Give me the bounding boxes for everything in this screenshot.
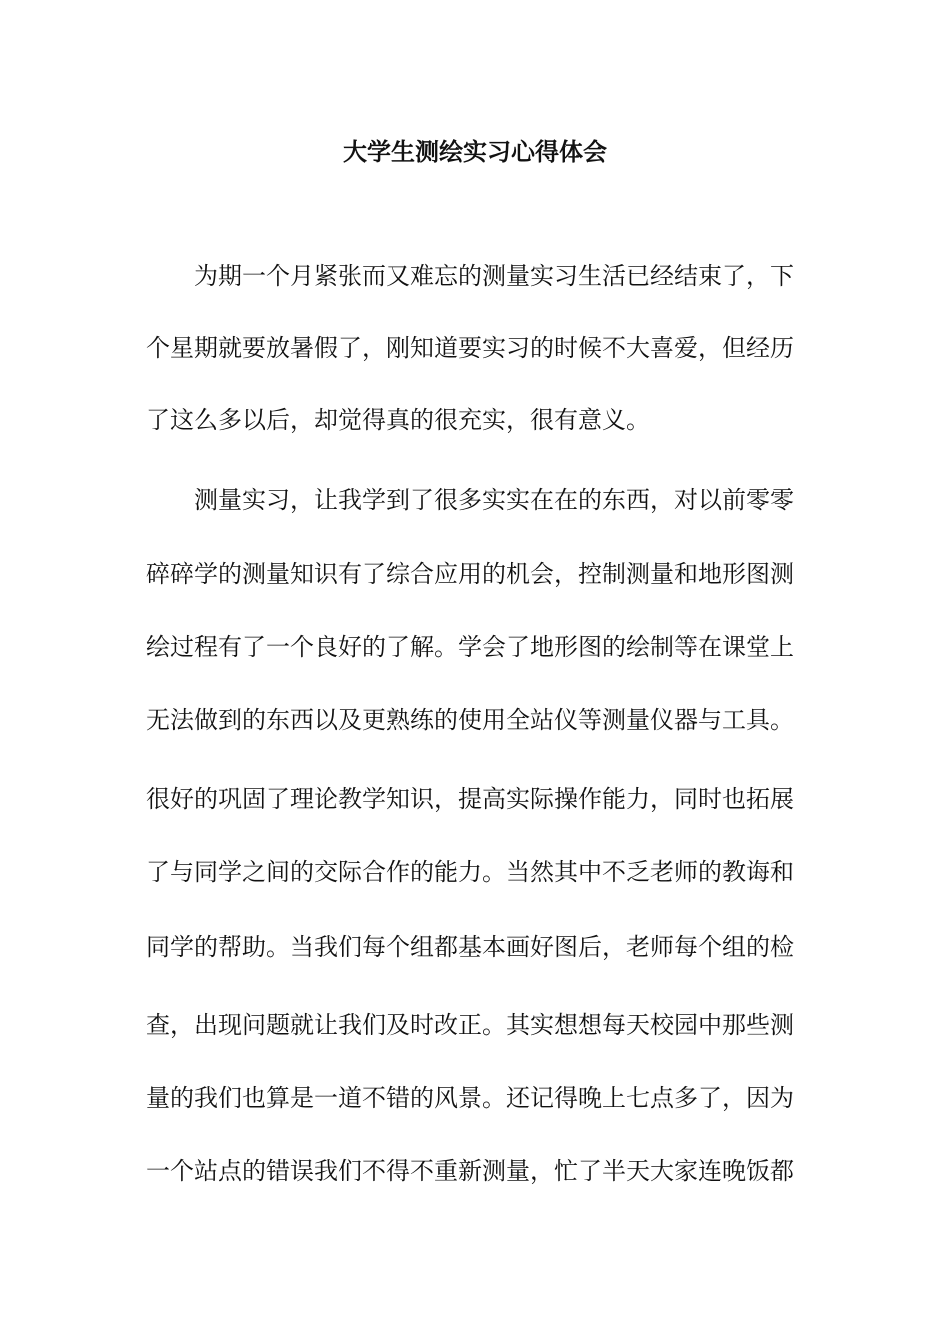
paragraph-line: 碎碎学的测量知识有了综合应用的机会，控制测量和地形图测 <box>146 560 794 588</box>
paragraph-line: 为期一个月紧张而又难忘的测量实习生活已经结束了，下 <box>194 262 794 290</box>
paragraph-line: 同学的帮助。当我们每个组都基本画好图后，老师每个组的检 <box>146 933 794 961</box>
paragraph-line: 测量实习，让我学到了很多实实在在的东西，对以前零零 <box>194 486 794 514</box>
paragraph-line: 个星期就要放暑假了，刚知道要实习的时候不大喜爱，但经历 <box>146 334 794 362</box>
paragraph-line: 了与同学之间的交际合作的能力。当然其中不乏老师的教诲和 <box>146 858 794 886</box>
document-title: 大学生测绘实习心得体会 <box>343 137 607 166</box>
paragraph-line: 了这么多以后，却觉得真的很充实，很有意义。 <box>146 406 650 434</box>
paragraph-line: 很好的巩固了理论教学知识，提高实际操作能力，同时也拓展 <box>146 785 794 813</box>
paragraph-line: 绘过程有了一个良好的了解。学会了地形图的绘制等在课堂上 <box>146 633 794 661</box>
paragraph-line: 查，出现问题就让我们及时改正。其实想想每天校园中那些测 <box>146 1011 794 1039</box>
paragraph-line: 量的我们也算是一道不错的风景。还记得晚上七点多了，因为 <box>146 1084 794 1112</box>
paragraph-line: 无法做到的东西以及更熟练的使用全站仪等测量仪器与工具。 <box>146 706 794 734</box>
paragraph-line: 一个站点的错误我们不得不重新测量，忙了半天大家连晚饭都 <box>146 1157 794 1185</box>
